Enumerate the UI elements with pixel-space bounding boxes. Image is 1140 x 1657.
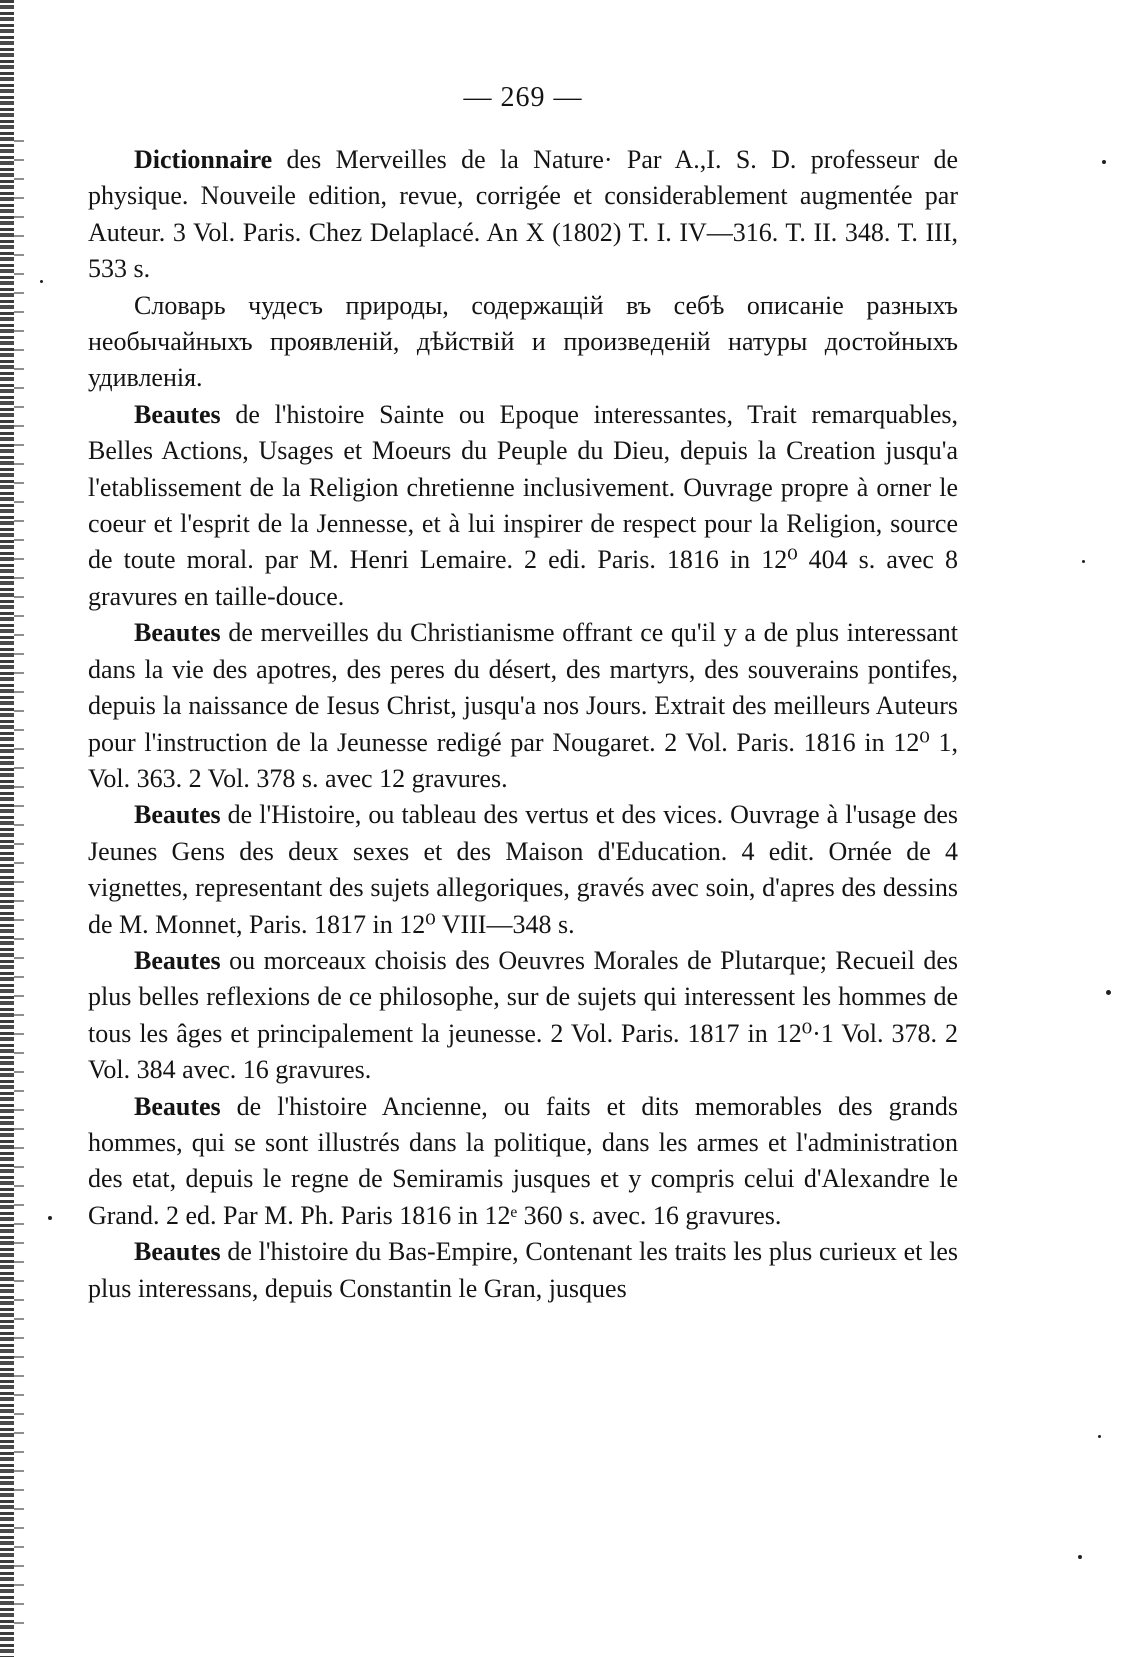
entry-head: Dictionnaire	[134, 145, 273, 174]
entry-text: Словарь чудесъ природы, содержащiй въ себѣ описанiе разныхъ необычайныхъ проявленiй, дѣйствiй и произведенiй натуры достойныхъ удивленiя.	[88, 290, 958, 393]
entry-head: Beautes	[134, 800, 221, 830]
bibliography-entry	[88, 1089, 958, 1235]
page-body	[88, 80, 958, 1307]
entry-text: de l'histoire Ancienne, ou faits et dits memorables des grands hommes, qui se sont illustrés dans la politique, dans les armes et l'administration des etat, depuis le regne de Semiramis jusques et y compris celui d'Alexandre le Grand. 2 ed. Par M. Ph. Paris 1816 in 12ᵉ 360 s. avec. 16 gravures.	[88, 1091, 958, 1230]
bibliography-entry	[88, 797, 958, 943]
bibliography-entry	[88, 1234, 958, 1307]
bibliography-entry	[88, 142, 958, 288]
entry-head: Beautes	[134, 399, 221, 429]
entry-text: de l'histoire Sainte ou Epoque interessantes, Trait remarquables, Belles Actions, Usages et Moeurs du Peuple du Dieu, depuis la Creation jusqu'a l'etablissement de la Religion chretienne inclusivement. Ouvrage propre à orner le coeur et l'esprit de la Jennesse, et à lui inspirer de respect pour la Religion, source de toute moral. par M. Henri Lemaire. 2 edi. Paris. 1816 in 12⁰ 404 s. avec 8 gravures en taille-douce.	[88, 399, 958, 611]
paper-speck	[40, 280, 43, 283]
book-spine-edge	[0, 0, 14, 1657]
entry-text: de merveilles du Christianisme offrant ce qu'il y a de plus interessant dans la vie des apotres, des peres du désert, des martyrs, des souverains pontifes, depuis la naissance de Iesus Christ, jusqu'a nos Jours. Extrait des meilleurs Auteurs pour l'instruction de la Jeunesse redigé par Nougaret. 2 Vol. Paris. 1816 in 12⁰ 1, Vol. 363. 2 Vol. 378 s. avec 12 gravures.	[88, 618, 958, 793]
entry-text: de l'histoire du Bas-Empire, Contenant les traits les plus curieux et les plus interessans, depuis Constantin le Gran, jusques	[88, 1237, 958, 1303]
paper-speck	[1102, 160, 1106, 164]
bibliography-entry	[88, 615, 958, 797]
page-number: — 269 —	[463, 82, 583, 113]
entry-text: ou morceaux choisis des Oeuvres Morales de Plutarque; Recueil des plus belles reflexions de ce philosophe, sur de sujets qui interessent les hommes de tous les âges et principalement la jeunesse. 2 Vol. Paris. 1817 in 12⁰·1 Vol. 378. 2 Vol. 384 avec. 16 gravures.	[88, 945, 958, 1085]
paper-speck	[1078, 1555, 1082, 1559]
paper-speck	[1106, 990, 1111, 995]
paper-speck	[1082, 560, 1085, 563]
bibliography-entry	[88, 943, 958, 1089]
bibliography-entry	[88, 397, 958, 615]
entry-head: Beautes	[134, 1237, 221, 1267]
spine-shadow-marks	[14, 140, 24, 1640]
entry-head: Beautes	[134, 1091, 221, 1121]
paper-speck	[1098, 1435, 1101, 1438]
entry-head: Beautes	[134, 618, 221, 648]
bibliography-entry-translation	[88, 288, 958, 397]
entry-text: des Merveilles de la Nature· Par A.,I. S. D. professeur de physique. Nouveile edition, revue, corrigée et considerablement augmentée par Auteur. 3 Vol. Paris. Chez Delaplacé. An X (1802) T. I. IV—316. T. II. 348. T. III, 533 s.	[88, 145, 958, 284]
paper-speck	[48, 1216, 52, 1220]
entry-text: de l'Histoire, ou tableau des vertus et des vices. Ouvrage à l'usage des Jeunes Gens des deux sexes et des Maison d'Education. 4 edit. Ornée de 4 vignettes, representant des sujets allegoriques, gravés avec soin, d'apres des dessins de M. Monnet, Paris. 1817 in 12⁰ VIII—348 s.	[88, 800, 958, 939]
entry-head: Beautes	[134, 945, 221, 975]
